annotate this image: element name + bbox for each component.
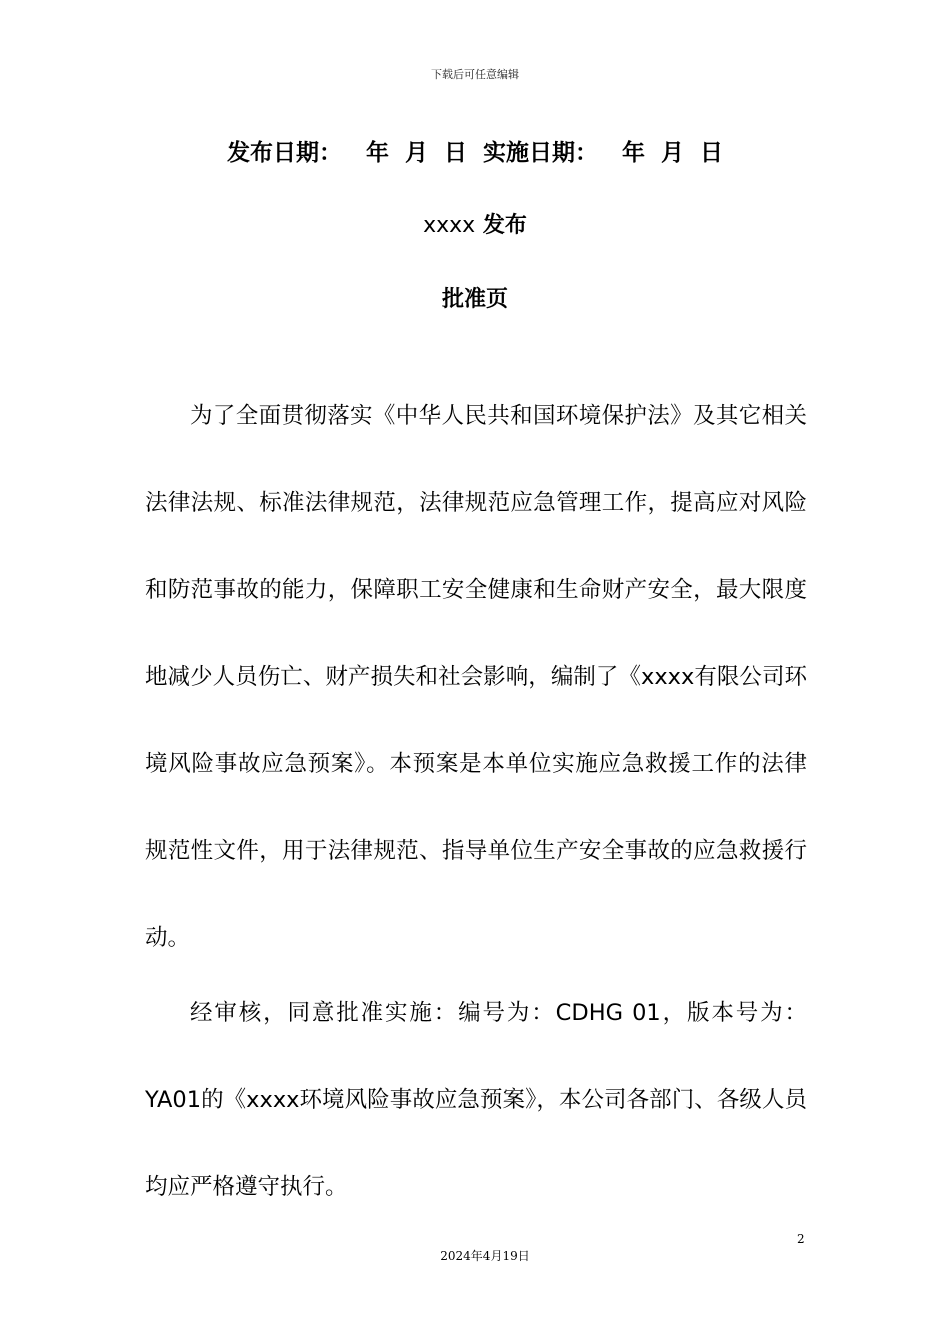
page-title: 批准页 (441, 287, 508, 312)
header-note: 下载后可任意编辑 (431, 68, 519, 81)
page-number: 2 (797, 1232, 805, 1246)
body-paragraph-2-block (145, 970, 807, 1231)
body-paragraph-1-block (145, 373, 807, 982)
publisher-line (0, 208, 950, 239)
footer-date: 2024年4月19日 (440, 1249, 530, 1263)
release-and-effective-dates: 发布日期： 年 月 日 实施日期： 年 月 日 (226, 140, 724, 166)
publisher-label: 发布 (482, 213, 527, 238)
body-paragraph: 为了全面贯彻落实《中华人民共和国环境保护法》及其它相关法律法规、标准法律规范，法律规范应急管理工作，提高应对风险和防范事故的能力，保障职工安全健康和生命财产安全，最大限度地减少人员伤亡、财产损失和社会影响，编制了《xxxx有限公司环境风险事故应急预案》。本预案是本单位实施应急救援工作的法律规范性文件，用于法律规范、指导单位生产安全事故的应急救援行动。 (145, 403, 807, 951)
body-paragraph: 经审核，同意批准实施：编号为：CDHG 01，版本号为：YA01的《xxxx环境风险事故应急预案》，本公司各部门、各级人员均应严格遵守执行。 (145, 1000, 807, 1200)
publisher-name: xxxx (423, 213, 476, 238)
